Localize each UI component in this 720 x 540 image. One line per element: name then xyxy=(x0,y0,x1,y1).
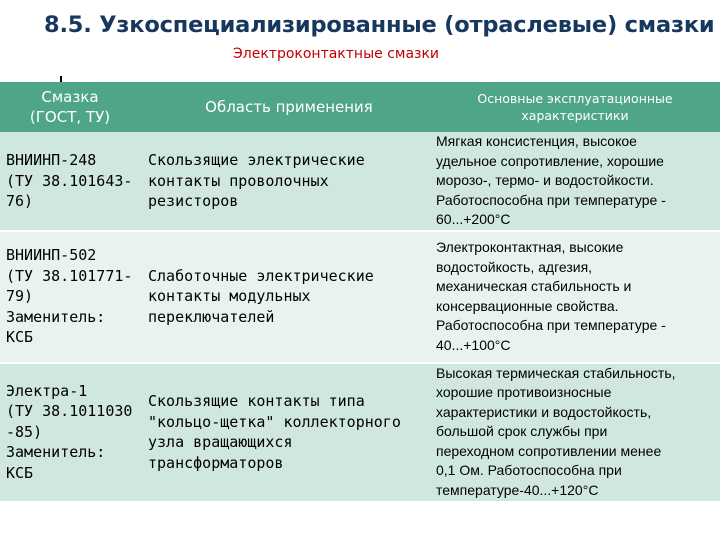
page-title: 8.5. Узкоспециализированные (отраслевые) смазки xyxy=(44,12,715,38)
application-cell: Слаботочные электрические контакты модульных переключателей xyxy=(148,231,430,363)
table-row xyxy=(0,363,720,501)
column-header-characteristics: Основные эксплуатационные характеристики xyxy=(430,82,720,132)
table-row xyxy=(0,132,720,231)
column-header-application: Область применения xyxy=(148,82,430,132)
lubricants-table xyxy=(0,82,720,501)
lubricant-cell: ВНИИНП-248 (ТУ 38.101643- 76) xyxy=(0,132,140,231)
gap-cell xyxy=(140,231,148,363)
column-header-lubricant: Смазка (ГОСТ, ТУ) xyxy=(0,82,140,132)
gap-cell xyxy=(140,132,148,231)
gap-cell xyxy=(140,363,148,501)
lubricant-cell: ВНИИНП-502 (ТУ 38.101771- 79) Заменитель: КСБ xyxy=(0,231,140,363)
characteristics-cell: Высокая термическая стабильность, хорошие противоизносные характеристики и водостойкость, большой срок службы при переходном сопротивлении менее 0,1 Ом. Работоспособна при температуре-40...+120°С xyxy=(430,363,720,501)
application-cell: Скользящие контакты типа "кольцо-щетка" коллекторного узла вращающихся трансформаторов xyxy=(148,363,430,501)
table-header-row xyxy=(0,82,720,132)
table-row xyxy=(0,231,720,363)
characteristics-cell: Электроконтактная, высокие водостойкость, адгезия, механическая стабильность и консервационные свойства. Работоспособна при температуре - 40...+100°С xyxy=(430,231,720,363)
page-subtitle: Электроконтактные смазки xyxy=(233,46,440,62)
characteristics-cell: Мягкая консистенция, высокое удельное сопротивление, хорошие морозо-, термо- и водостойкости. Работоспособна при температуре - 60...+200°С xyxy=(430,132,720,231)
column-header-gap xyxy=(140,82,148,132)
lubricant-cell: Электра-1 (ТУ 38.1011030 -85) Заменитель: КСБ xyxy=(0,363,140,501)
application-cell: Скользящие электрические контакты проволочных резисторов xyxy=(148,132,430,231)
